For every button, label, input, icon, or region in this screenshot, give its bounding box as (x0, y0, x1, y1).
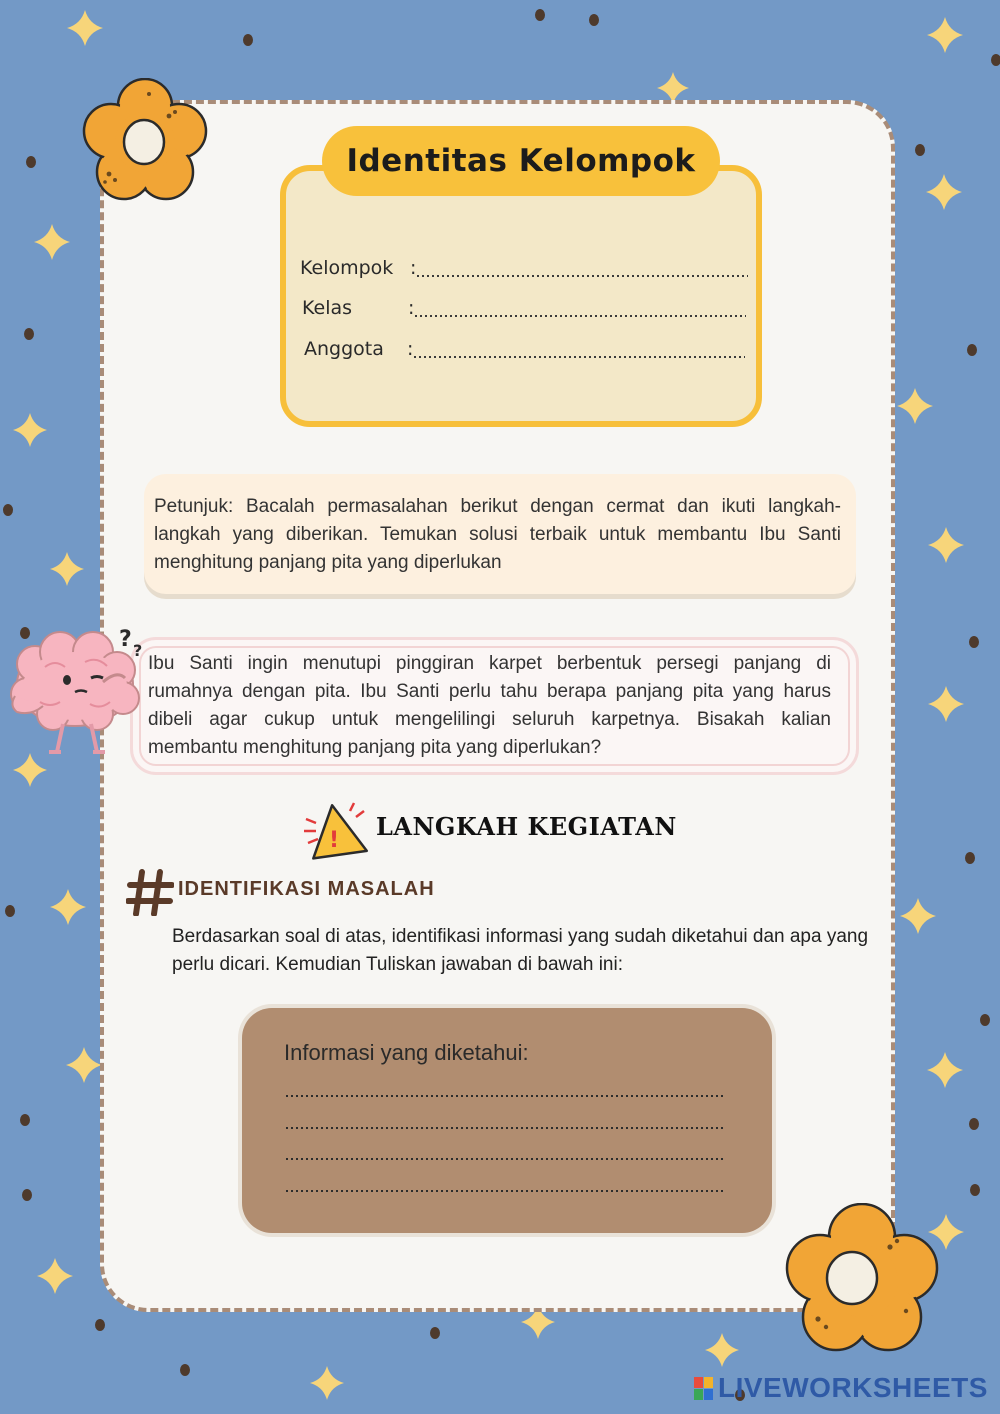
star-icon (705, 1333, 739, 1367)
star-icon (897, 388, 933, 424)
star-icon (928, 527, 964, 563)
field-separator: : (408, 297, 415, 319)
dot-decoration (991, 54, 1000, 66)
brain-mascot-icon (5, 622, 150, 760)
star-icon (927, 17, 963, 53)
dot-decoration (915, 144, 925, 156)
dot-decoration (965, 852, 975, 864)
dot-decoration (26, 156, 36, 168)
section-text: Berdasarkan soal di atas, identifikasi informasi yang sudah diketahui dan apa yang perlu dicari. Kemudian Tuliskan jawaban di bawah ini: (172, 926, 869, 975)
instructions-box (144, 474, 856, 594)
anggota-input-line[interactable] (414, 356, 745, 358)
dot-decoration (430, 1327, 440, 1339)
flower-icon (780, 1203, 945, 1363)
answer-line[interactable] (286, 1158, 726, 1160)
field-label-anggota: Anggota (304, 338, 384, 360)
dot-decoration (970, 1184, 980, 1196)
star-icon (67, 10, 103, 46)
dot-decoration (5, 905, 15, 917)
star-icon (928, 686, 964, 722)
kelompok-input-line[interactable] (417, 275, 748, 277)
answer-line[interactable] (286, 1190, 726, 1192)
dot-decoration (22, 1189, 32, 1201)
svg-text:?: ? (133, 641, 143, 660)
star-icon (66, 1047, 102, 1083)
star-icon (50, 552, 84, 586)
dot-decoration (969, 1118, 979, 1130)
dot-decoration (20, 1114, 30, 1126)
instructions-text: Petunjuk: Bacalah permasalahan berikut dengan cermat dan ikuti langkah-langkah yang diberikan. Temukan solusi terbaik untuk membantu Ibu Santi menghitung panjang pita yang diperlukan (154, 496, 841, 573)
field-label-kelompok: Kelompok (300, 257, 394, 279)
svg-text:!: ! (329, 828, 340, 853)
star-icon (50, 889, 86, 925)
known-info-title: Informasi yang diketahui: (284, 1040, 529, 1065)
star-icon (34, 224, 70, 260)
star-icon (926, 174, 962, 210)
dot-decoration (535, 9, 545, 21)
star-icon (13, 413, 47, 447)
problem-box (130, 637, 859, 775)
dot-decoration (969, 636, 979, 648)
star-icon (927, 1052, 963, 1088)
field-separator: : (410, 257, 417, 279)
identity-title: Identitas Kelompok (322, 126, 720, 196)
liveworksheets-logo-icon (694, 1377, 714, 1401)
identity-card (280, 165, 762, 427)
flower-icon (78, 78, 213, 208)
warning-icon (302, 797, 370, 863)
kelas-input-line[interactable] (415, 315, 746, 317)
dot-decoration (980, 1014, 990, 1026)
steps-title: LANGKAH KEGIATAN (376, 812, 677, 841)
dot-decoration (95, 1319, 105, 1331)
section-title: IDENTIFIKASI MASALAH (178, 878, 435, 900)
problem-text: Ibu Santi ingin menutupi pinggiran karpet berbentuk persegi panjang di rumahnya dengan pita. Ibu Santi perlu tahu berapa panjang pita yang harus dibeli agar cukup untuk mengelilingi seluruh karpetnya. Bisakah kalian membantu menghitung panjang pita yang diperlukan? (148, 653, 831, 758)
star-icon (37, 1258, 73, 1294)
star-icon (900, 898, 936, 934)
watermark-text: LIVEWORKSHEETS (718, 1372, 988, 1403)
field-separator: : (407, 338, 414, 360)
svg-text:?: ? (119, 627, 132, 652)
dot-decoration (589, 14, 599, 26)
dot-decoration (967, 344, 977, 356)
dot-decoration (180, 1364, 190, 1376)
answer-line[interactable] (286, 1095, 726, 1097)
hash-icon (126, 868, 174, 916)
field-label-kelas: Kelas (302, 297, 353, 319)
dot-decoration (243, 34, 253, 46)
dot-decoration (3, 504, 13, 516)
star-icon (310, 1366, 344, 1400)
answer-line[interactable] (286, 1127, 726, 1129)
dot-decoration (24, 328, 34, 340)
